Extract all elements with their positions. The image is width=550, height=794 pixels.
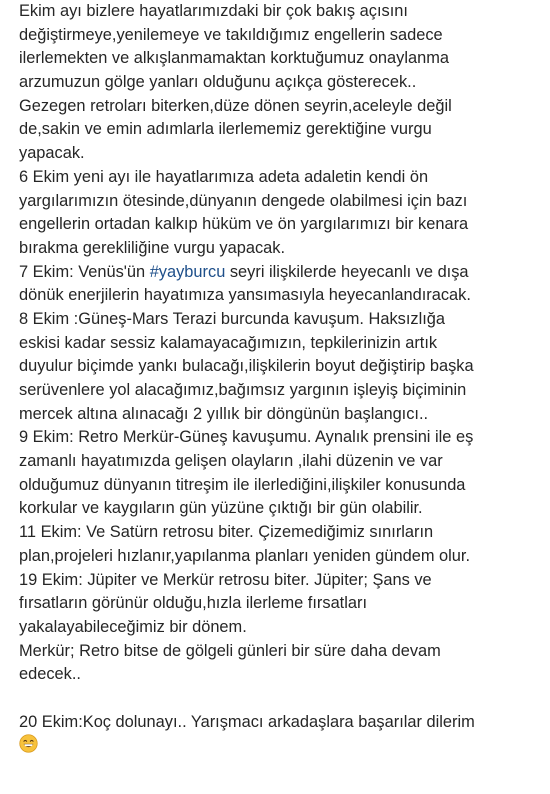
caption-line: eskisi kadar sessiz kalamayacağımızın, tepkilerinizin artık	[19, 333, 438, 352]
grinning-face-icon	[19, 734, 38, 753]
caption-line: korkular ve kaygıların gün yüzüne çıktığı bir gün olabilir.	[19, 499, 423, 518]
caption-text: 7 Ekim: Venüs'ün	[19, 262, 150, 281]
caption-line: bırakma gerekliliğine vurgu yapacak.	[19, 238, 286, 257]
caption-line: arzumuzun gölge yanları olduğunu açıkça gösterecek..	[19, 73, 417, 92]
emoji-line	[19, 734, 544, 758]
caption-line: 20 Ekim:Koç dolunayı.. Yarışmacı arkadaşlara başarılar dilerim	[19, 712, 475, 731]
caption-line: Ekim ayı bizlere hayatlarımızdaki bir çok bakış açısını	[19, 2, 408, 20]
caption-line: duyulur biçimde yankı bulacağı,ilişkilerin boyut değiştirip başka	[19, 357, 474, 376]
caption-line: fırsatların görünür olduğu,hızla ilerleme fırsatları	[19, 594, 368, 613]
caption-text: seyri ilişkilerde heyecanlı ve dışa	[225, 262, 469, 281]
caption-line: Merkür; Retro bitse de gölgeli günleri bir süre daha devam	[19, 641, 441, 660]
blank-line	[19, 687, 544, 711]
hashtag-link[interactable]: #yayburcu	[149, 262, 226, 281]
caption-line: Gezegen retroları biterken,düze dönen seyrin,aceleyle değil	[19, 96, 452, 115]
caption-line: ilerlemekten ve alkışlanmamaktan korktuğumuz onaylanma	[19, 49, 449, 68]
caption-line: olduğumuz dünyanın titreşim ile ilerlediğini,ilişkiler konusunda	[19, 475, 466, 494]
caption-line: yargılarımızın ötesinde,dünyanın dengede olabilmesi için bazı	[19, 191, 468, 210]
caption-line: serüvenlere yol alacağımız,bağımsız yargının işleyiş biçiminin	[19, 381, 467, 399]
caption-line: 11 Ekim: Ve Satürn retrosu biter. Çizemediğimiz sınırların	[19, 523, 434, 542]
caption-line: plan,projeleri hızlanır,yapılanma planları yeniden gündem olur.	[19, 546, 471, 565]
caption-line: zamanlı hayatımızda gelişen olayların ,ilahi düzenin ve var	[19, 452, 443, 471]
caption-line: yapacak.	[19, 144, 85, 163]
caption-line: 8 Ekim :Güneş-Mars Terazi burcunda kavuşum. Haksızlığa	[19, 309, 446, 328]
caption-line: 9 Ekim: Retro Merkür-Güneş kavuşumu. Aynalık prensini ile eş	[19, 428, 474, 447]
caption-line: mercek altına alınacağı 2 yıllık bir döngünün başlangıcı..	[19, 404, 429, 423]
caption-line: dönük enerjilerin hayatımıza yansımasıyla heyecanlandıracak.	[19, 286, 471, 305]
caption-line: 19 Ekim: Jüpiter ve Merkür retrosu biter. Jüpiter; Şans ve	[19, 570, 432, 589]
caption-line: edecek..	[19, 665, 81, 684]
caption-line: de,sakin ve emin adımlarla ilerlememiz gerektiğine vurgu	[19, 120, 432, 139]
caption-line: 6 Ekim yeni ayı ile hayatlarımıza adeta adaletin kendi ön	[19, 167, 429, 186]
post-caption	[19, 0, 544, 758]
caption-line: yakalayabileceğimiz bir dönem.	[19, 617, 247, 636]
caption-line: engellerin ortadan kalkıp hüküm ve ön yargılarımızı bir kenara	[19, 215, 469, 234]
caption-line	[19, 261, 544, 285]
caption-line: değiştirmeye,yenilemeye ve takıldığımız engellerin sadece	[19, 25, 443, 44]
